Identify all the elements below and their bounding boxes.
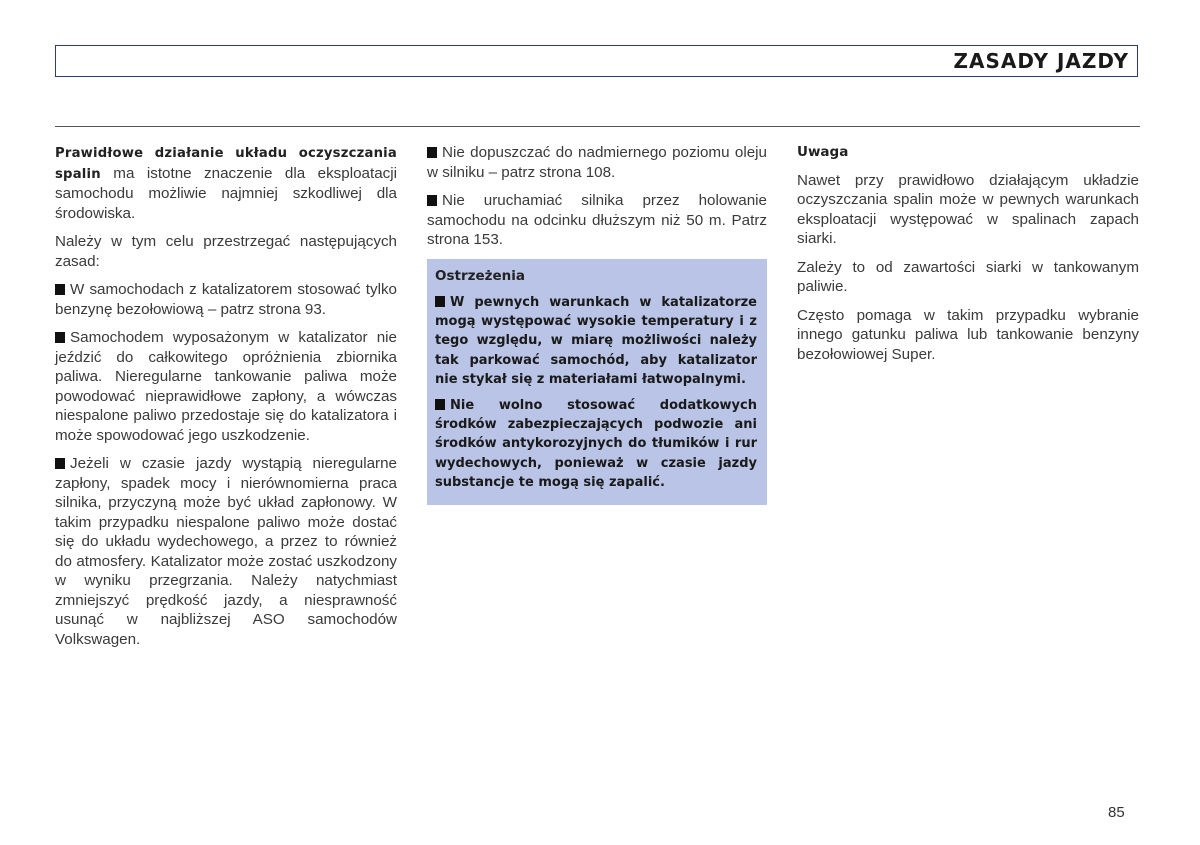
warning-text: Nie wolno stosować dodatkowych środków zabezpieczających podwozie ani środków antykorozyjnych do tłumików i rur wydechowych, ponieważ w czasie jazdy substancje te mogą się zapalić. [435,398,757,490]
header-frame [55,45,1138,77]
header-rule [55,126,1140,127]
bullet-square-icon [55,284,65,295]
intro-text: ma istotne znaczenie dla eksploatacji samochodu możliwie najmniej szkodliwej dla środowiska. [55,164,397,222]
bullet-paragraph [427,191,767,250]
note-paragraph: Często pomaga w takim przypadku wybranie innego gatunku paliwa lub tankowanie benzyny bezołowiowej Super. [797,306,1139,363]
page-number: 85 [1108,804,1125,821]
bullet-square-icon [55,458,65,469]
warning-item [435,293,757,389]
bullet-square-icon [435,296,445,307]
intro-paragraph [55,143,397,223]
page-title: ZASADY JAZDY [949,49,1133,73]
warning-box [427,259,767,506]
warning-title: Ostrzeżenia [435,267,525,284]
intro-bold: Prawidłowe działanie układu oczyszczania spalin [55,146,397,182]
warning-text: W pewnych warunkach w katalizatorze mogą występować wysokie temperatury i z tego względu, w miarę możliwości należy tak parkować samochód, aby katalizator nie stykał się z materiałami łatwopalnymi. [435,295,757,387]
bullet-paragraph [427,143,767,182]
warning-item [435,396,757,492]
bullet-text: Jeżeli w czasie jazdy wystąpią nieregularne zapłony, spadek mocy i nierównomierna praca silnika, przyczyną może być układ zapłonowy. W takim przypadku niespalone paliwo może dostać się do układu wydechowego, a przez to również do atmosfery. Katalizator może zostać uszkodzony w wyniku przegrzania. Należy natychmiast zmniejszyć prędkość jazdy, a niesprawność usunąć w najbliższej ASO samochodów Volkswagen. [55,455,397,648]
bullet-square-icon [427,147,437,158]
bullet-text: Samochodem wyposażonym w katalizator nie jeździć do całkowitego opróżnienia zbiornika paliwa. Nieregularne tankowanie paliwa może powodować nieprawidłowe zapłony, a wówczas niespalone paliwo przedostaje się do katalizatora i może spowodować jego uszkodzenie. [55,329,397,444]
rules-intro: Należy w tym celu przestrzegać następujących zasad: [55,233,397,270]
bullet-paragraph [55,328,397,445]
bullet-text: W samochodach z katalizatorem stosować tylko benzynę bezołowiową – patrz strona 93. [55,281,397,318]
column-middle [427,143,767,505]
bullet-square-icon [427,195,437,206]
bullet-square-icon [55,332,65,343]
column-right [797,143,1139,373]
note-paragraph: Zależy to od zawartości siarki w tankowanym paliwie. [797,258,1139,295]
note-title: Uwaga [797,144,849,160]
bullet-paragraph [55,280,397,319]
bullet-text: Nie dopuszczać do nadmiernego poziomu oleju w silniku – patrz strona 108. [427,144,767,181]
bullet-paragraph [55,454,397,649]
bullet-square-icon [435,399,445,410]
note-paragraph: Nawet przy prawidłowo działającym układzie oczyszczania spalin może w pewnych warunkach eksploatacji występować w spalinach zapach siarki. [797,171,1139,247]
column-left [55,143,397,658]
bullet-text: Nie uruchamiać silnika przez holowanie samochodu na odcinku dłuższym niż 50 m. Patrz strona 153. [427,192,767,248]
